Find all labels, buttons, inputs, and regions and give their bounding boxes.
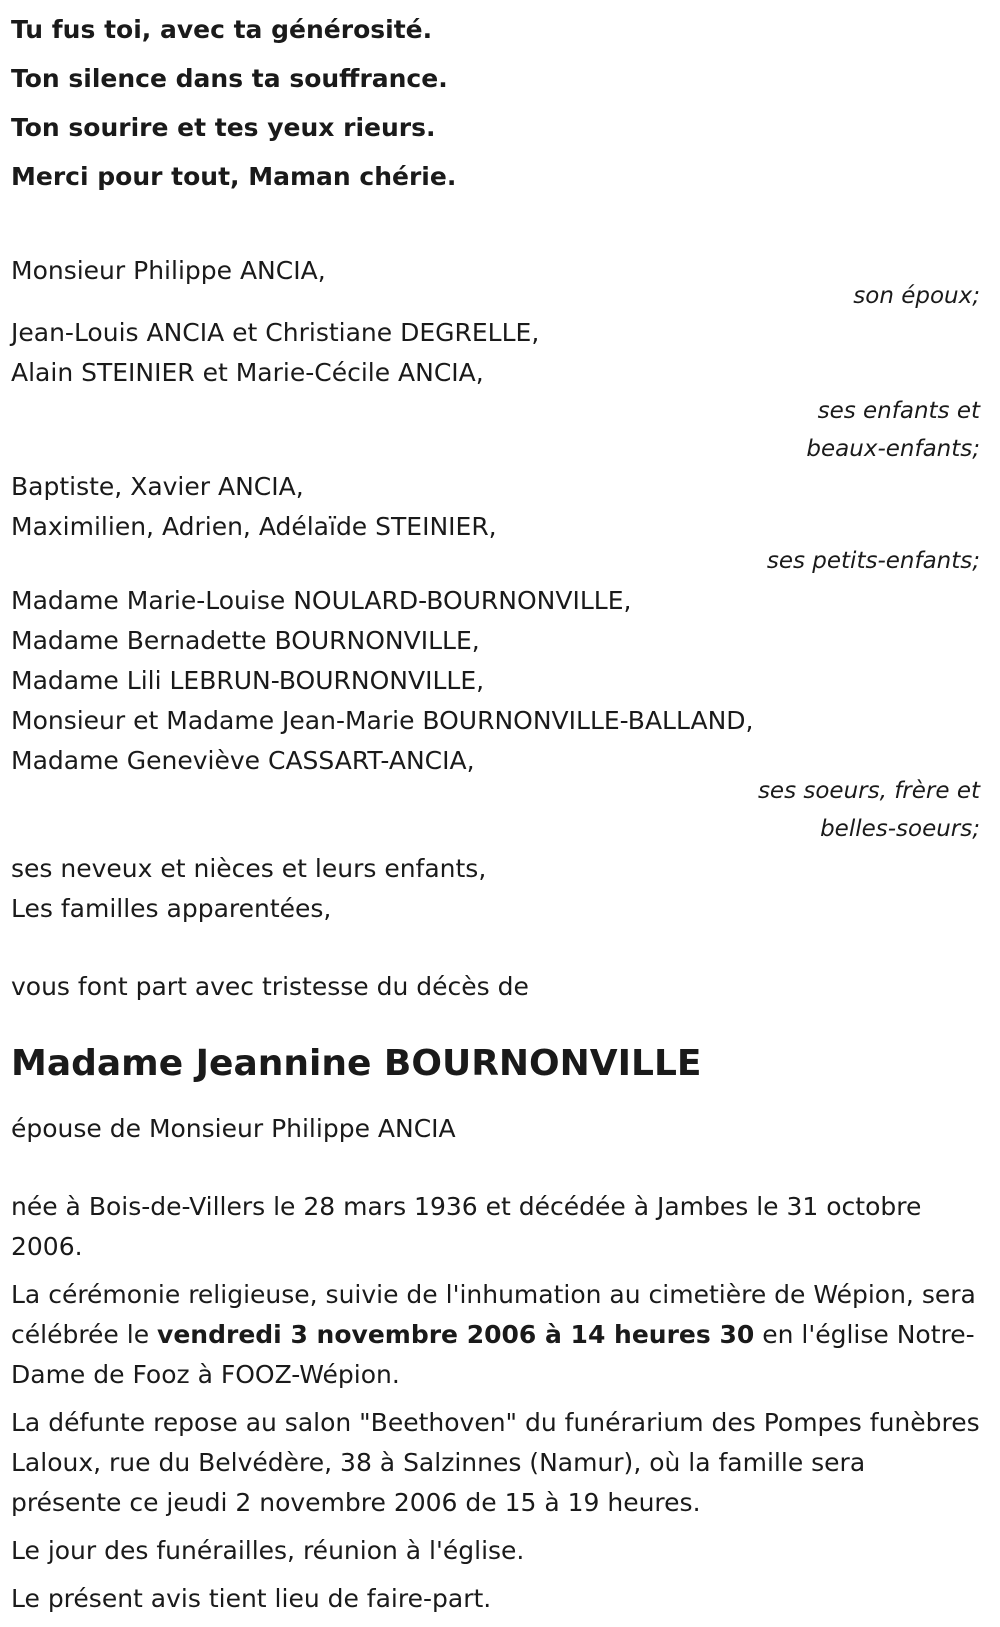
family-line: Maximilien, Adrien, Adélaïde STEINIER, (11, 512, 497, 541)
role-label: ses petits-enfants; (766, 548, 980, 574)
poem-line: Merci pour tout, Maman chérie. (11, 162, 457, 191)
family-line: Jean-Louis ANCIA et Christiane DEGRELLE, (11, 318, 540, 347)
family-others (11, 849, 980, 929)
poem-line: Ton silence dans ta souffrance. (11, 64, 448, 93)
poem (11, 0, 980, 201)
family-line: Monsieur Philippe ANCIA, (11, 256, 326, 285)
role-label: ses soeurs, frère et (757, 778, 980, 804)
ceremony-text: en l'église Notre-Dame de Fooz à FOOZ-Wépion. (11, 1320, 975, 1389)
family-line: Madame Lili LEBRUN-BOURNONVILLE, (11, 666, 485, 695)
family-siblings (11, 581, 980, 849)
spouse-of: épouse de Monsieur Philippe ANCIA (11, 1114, 456, 1143)
family-line: ses neveux et nièces et leurs enfants, (11, 854, 487, 883)
family-spouse (11, 251, 980, 316)
family-line: Alain STEINIER et Marie-Cécile ANCIA, (11, 358, 484, 387)
meeting-paragraph: Le jour des funérailles, réunion à l'église. (11, 1536, 525, 1565)
role-label: beaux-enfants; (806, 436, 980, 462)
deceased-name: Madame Jeannine BOURNONVILLE (11, 1043, 702, 1084)
poem-line: Tu fus toi, avec ta générosité. (11, 15, 433, 44)
ceremony-paragraph (11, 1275, 980, 1395)
notice-paragraph: Le présent avis tient lieu de faire-part. (11, 1584, 492, 1613)
family-children (11, 313, 980, 469)
ceremony-text: La cérémonie religieuse, suivie de l'inhumation au cimetière de Wépion, sera célébrée le (11, 1280, 976, 1349)
family-line: Baptiste, Xavier ANCIA, (11, 472, 304, 501)
role-label: son époux; (853, 283, 980, 309)
poem-line: Ton sourire et tes yeux rieurs. (11, 113, 436, 142)
role-label: ses enfants et (817, 398, 980, 424)
birth-death: née à Bois-de-Villers le 28 mars 1936 et décédée à Jambes le 31 octobre 2006. (11, 1192, 922, 1261)
family-line: Madame Geneviève CASSART-ANCIA, (11, 746, 475, 775)
family-line: Les familles apparentées, (11, 894, 332, 923)
family-grandchildren (11, 467, 980, 581)
announcement: vous font part avec tristesse du décès de (11, 972, 529, 1001)
family-line: Madame Bernadette BOURNONVILLE, (11, 626, 480, 655)
role-label: belles-soeurs; (820, 816, 980, 842)
family-line: Monsieur et Madame Jean-Marie BOURNONVILLE-BALLAND, (11, 706, 754, 735)
family-line: Madame Marie-Louise NOULARD-BOURNONVILLE, (11, 586, 632, 615)
ceremony-date: vendredi 3 novembre 2006 à 14 heures 30 (157, 1320, 755, 1349)
repose-paragraph: La défunte repose au salon "Beethoven" du funérarium des Pompes funèbres Laloux, rue du Belvédère, 38 à Salzinnes (Namur), où la famille sera présente ce jeudi 2 novembre 2006 de 15 à 19 heures. (11, 1408, 980, 1517)
